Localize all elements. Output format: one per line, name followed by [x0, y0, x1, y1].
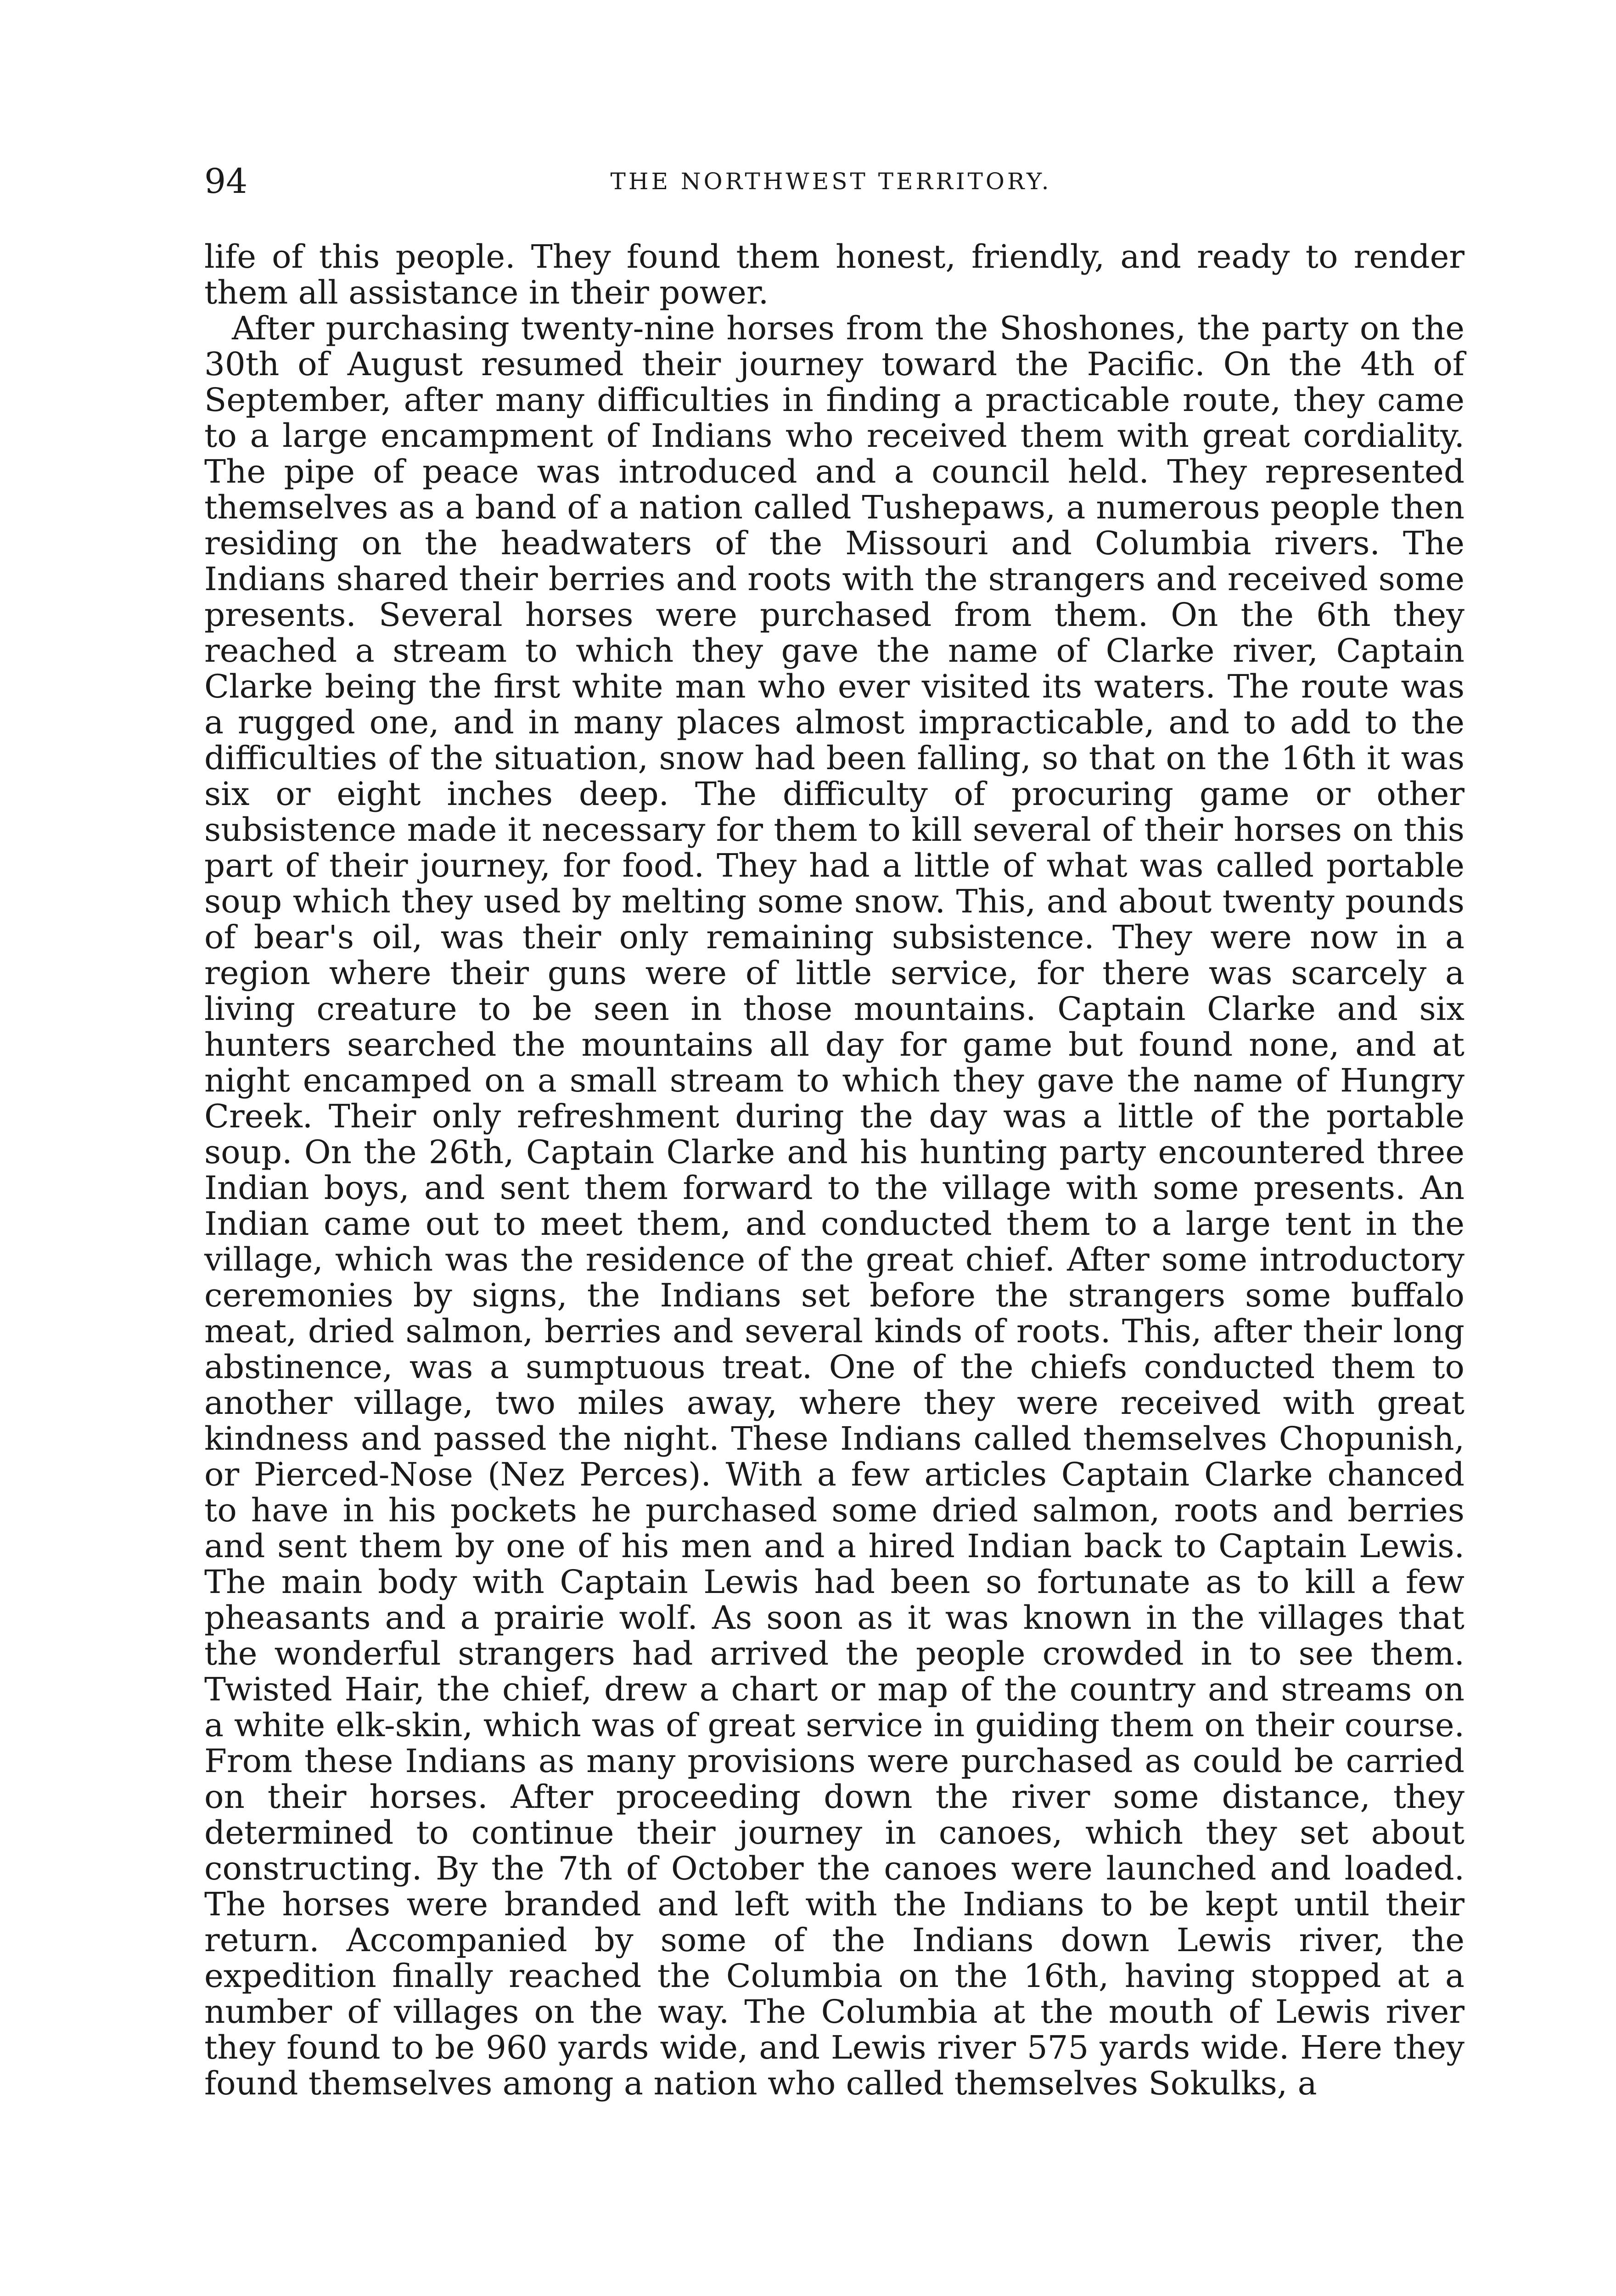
running-title: THE NORTHWEST TERRITORY.	[610, 168, 1052, 195]
page-number: 94	[204, 162, 248, 201]
body-text	[204, 239, 1464, 2101]
paragraph: After purchasing twenty-nine horses from the Shoshones, the party on the 30th of August resumed their journey toward the Pacific. On the 4th of September, after many difficulties in finding a practicable route, they came to a large encampment of Indians who received them with great cordiality. The pipe of peace was introduced and a council held. They represented themselves as a band of a nation called Tushepaws, a numerous people then residing on the headwaters of the Missouri and Columbia rivers. The Indians shared their berries and roots with the strangers and received some presents. Several horses were purchased from them. On the 6th they reached a stream to which they gave the name of Clarke river, Captain Clarke being the first white man who ever visited its waters. The route was a rugged one, and in many places almost impracticable, and to add to the difficulties of the situation, snow had been falling, so that on the 16th it was six or eight inches deep. The difficulty of procuring game or other subsistence made it necessary for them to kill several of their horses on this part of their journey, for food. They had a little of what was called portable soup which they used by melting some snow. This, and about twenty pounds of bear's oil, was their only remaining subsistence. They were now in a region where their guns were of little service, for there was scarcely a living creature to be seen in those mountains. Captain Clarke and six hunters searched the mountains all day for game but found none, and at night encamped on a small stream to which they gave the name of Hungry Creek. Their only refreshment during the day was a little of the portable soup. On the 26th, Captain Clarke and his hunting party encountered three Indian boys, and sent them forward to the village with some presents. An Indian came out to meet them, and conducted them to a large tent in the village, which was the residence of the great chief. After some introductory ceremonies by signs, the Indians set before the strangers some buffalo meat, dried salmon, berries and several kinds of roots. This, after their long abstinence, was a sumptuous treat. One of the chiefs conducted them to another village, two miles away, where they were received with great kindness and passed the night. These Indians called themselves Chopunish, or Pierced-Nose (Nez Perces). With a few articles Captain Clarke chanced to have in his pockets he purchased some dried salmon, roots and berries and sent them by one of his men and a hired Indian back to Captain Lewis. The main body with Captain Lewis had been so fortunate as to kill a few pheasants and a prairie wolf. As soon as it was known in the villages that the wonderful strangers had arrived the people crowded in to see them. Twisted Hair, the chief, drew a chart or map of the country and streams on a white elk-skin, which was of great service in guiding them on their course. From these Indians as many provisions were purchased as could be carried on their horses. After proceeding down the river some distance, they determined to continue their journey in canoes, which they set about constructing. By the 7th of October the canoes were launched and loaded. The horses were branded and left with the Indians to be kept until their return. Accompanied by some of the Indians down Lewis river, the expedition finally reached the Columbia on the 16th, having stopped at a number of villages on the way. The Columbia at the mouth of Lewis river they found to be 960 yards wide, and Lewis river 575 yards wide. Here they found themselves among a nation who called themselves Sokulks, a	[204, 310, 1464, 2102]
paragraph-continued: life of this people. They found them honest, friendly, and ready to render them all assistance in their power.	[204, 238, 1464, 311]
page-header	[204, 161, 1458, 202]
